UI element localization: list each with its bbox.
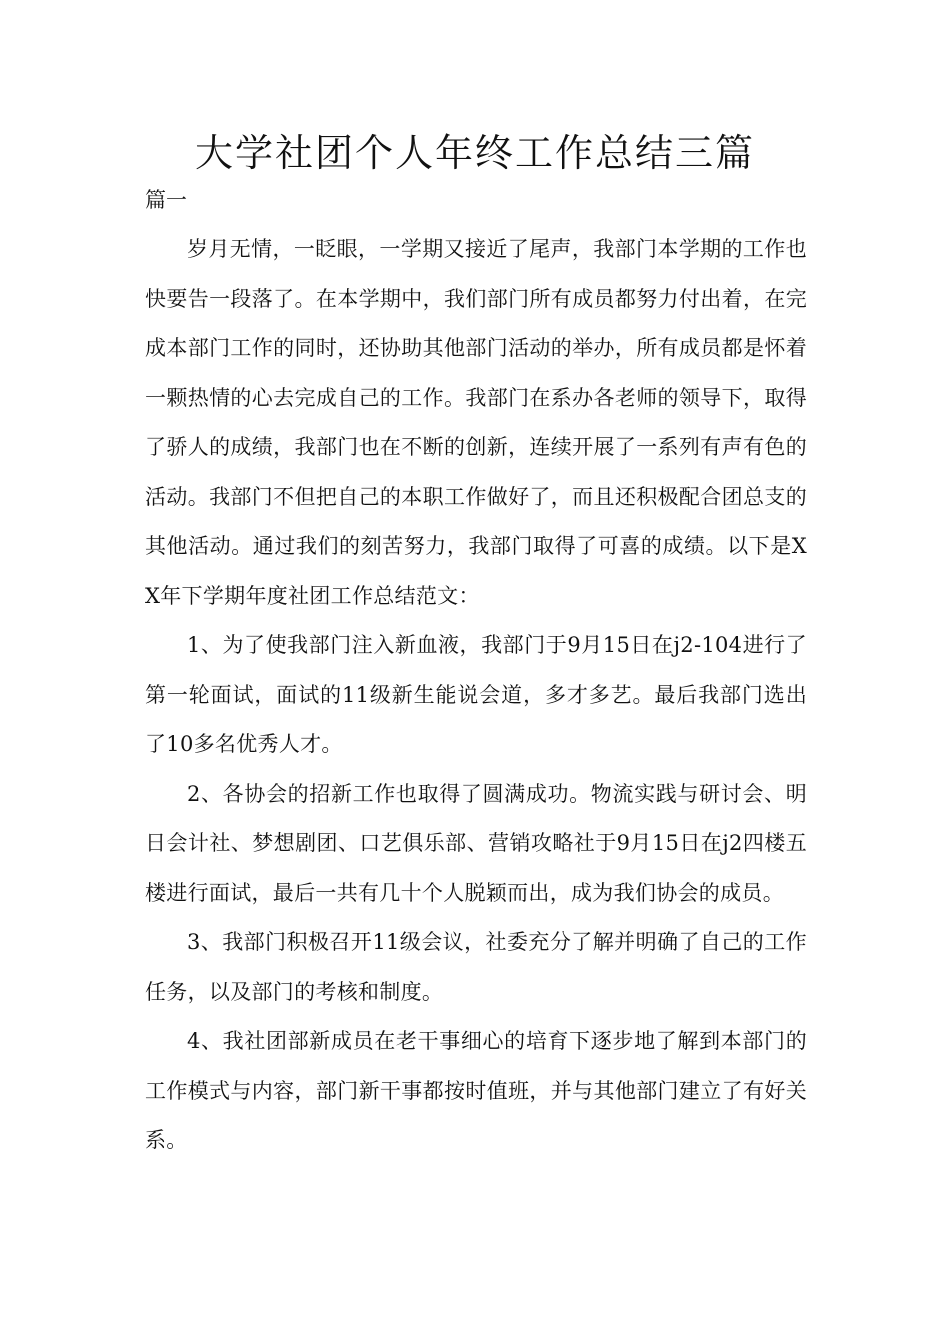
paragraph-item-1: 1、为了使我部门注入新血液，我部门于9月15日在j2-104进行了第一轮面试，面试的11级新生能说会道，多才多艺。最后我部门选出了10多名优秀人才。	[145, 633, 807, 756]
paragraph-item-4: 4、我社团部新成员在老干事细心的培育下逐步地了解到本部门的工作模式与内容，部门新干事都按时值班，并与其他部门建立了有好关系。	[145, 1029, 807, 1152]
paragraph-item-3: 3、我部门积极召开11级会议，社委充分了解并明确了自己的工作任务，以及部门的考核和制度。	[145, 930, 807, 1004]
document-body	[145, 225, 807, 1166]
paragraph-item-2: 2、各协会的招新工作也取得了圆满成功。物流实践与研讨会、明日会计社、梦想剧团、口艺俱乐部、营销攻略社于9月15日在j2四楼五楼进行面试，最后一共有几十个人脱颖而出，成为我们协会的成员。	[145, 781, 807, 905]
paragraph-intro: 岁月无情，一眨眼，一学期又接近了尾声，我部门本学期的工作也快要告一段落了。在本学期中，我们部门所有成员都努力付出着，在完成本部门工作的同时，还协助其他部门活动的举办，所有成员都是怀着一颗热情的心去完成自己的工作。我部门在系办各老师的领导下，取得了骄人的成绩，我部门也在不断的创新，连续开展了一系列有声有色的活动。我部门不但把自己的本职工作做好了，而且还积极配合团总支的其他活动。通过我们的刻苦努力，我部门取得了可喜的成绩。以下是XX年下学期年度社团工作总结范文：	[145, 237, 807, 608]
document-title: 大学社团个人年终工作总结三篇	[194, 131, 755, 175]
section-label: 篇一	[145, 188, 187, 212]
